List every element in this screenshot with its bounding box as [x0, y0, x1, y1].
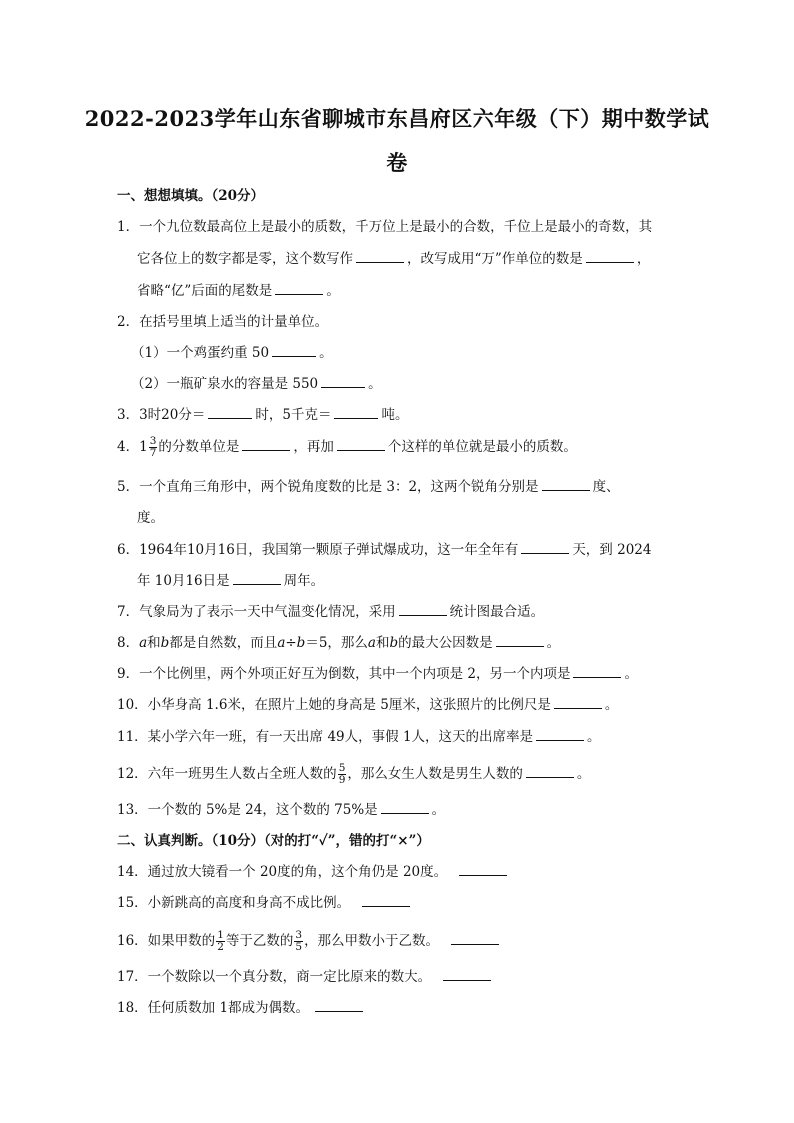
answer-blank[interactable]: [536, 728, 584, 741]
fraction-numerator: 3: [295, 929, 303, 941]
answer-blank[interactable]: [275, 282, 323, 295]
variable-b: b: [389, 635, 399, 651]
q1-line-c: [137, 281, 340, 301]
q18-text: 18．任何质数加 1都成为偶数。: [117, 1000, 310, 1016]
q2-text-p2a: （2）一瓶矿泉水的容量是 550: [131, 376, 319, 392]
fraction-denominator: 9: [338, 774, 346, 786]
variable-a: a: [367, 635, 376, 651]
answer-blank[interactable]: [315, 999, 363, 1012]
q16-line: [117, 930, 502, 953]
q8-text-a: 8．: [117, 635, 140, 651]
q6-line-a: [117, 540, 651, 560]
q5-line-a: [117, 477, 620, 497]
answer-blank[interactable]: [443, 968, 491, 981]
q12-line: [117, 763, 590, 786]
fraction: [338, 763, 347, 786]
q8-text-b: 和: [147, 635, 161, 651]
exam-title-line2: 卷: [386, 150, 408, 175]
answer-blank[interactable]: [381, 801, 429, 814]
q4-text-a: 4．1: [117, 439, 148, 455]
q6-text-a: 6．1964年10月16日，我国第一颗原子弹试爆成功，这一年全年有: [117, 542, 519, 558]
q10-text-a: 10．小华身高 1.6米，在照片上她的身高是 5厘米，这张照片的比例尺是: [117, 697, 551, 713]
answer-blank[interactable]: [496, 634, 544, 647]
variable-b: b: [160, 635, 170, 651]
section2-heading: 二、认真判断。（10分）（对的打“✓”，错的打“×”）: [117, 833, 430, 849]
answer-blank[interactable]: [542, 478, 590, 491]
q7-text-a: 7．气象局为了表示一天中气温变化情况，采用: [117, 604, 396, 620]
fraction: [149, 436, 158, 459]
q8-text-g: 和: [375, 635, 390, 651]
q3-text-a: 3．3时20分＝: [117, 407, 206, 423]
fraction-denominator: 5: [295, 941, 303, 953]
q2-text-p2b: 。: [368, 376, 382, 392]
q4-line: [117, 436, 577, 459]
q1-text-b3: ，: [636, 251, 651, 267]
fraction: [294, 930, 303, 953]
answer-blank[interactable]: [362, 894, 410, 907]
q13-text-b: 。: [431, 802, 446, 818]
fraction-numerator: 1: [217, 929, 224, 941]
fraction: [216, 930, 225, 953]
q1-text-b1: 它各位上的数字都是零，这个数写作: [137, 251, 353, 267]
q2-part2: [131, 374, 382, 394]
q14-text: 14．通过放大镜看一个 20度的角，这个角仍是 20度。: [117, 864, 448, 880]
answer-blank[interactable]: [272, 344, 316, 357]
answer-blank[interactable]: [586, 250, 634, 263]
q10-line: [117, 695, 618, 715]
q1-text-c1: 省略“亿”后面的尾数是: [137, 283, 273, 299]
q4-text-b: 的分数单位是: [158, 439, 240, 455]
fraction-denominator: 7: [149, 447, 157, 459]
fraction-numerator: 5: [338, 762, 346, 774]
q6-line-b: [137, 571, 324, 591]
q15-line: [117, 893, 413, 913]
q12-text-b: ，那么女生人数是男生人数的: [347, 766, 523, 782]
answer-blank[interactable]: [242, 438, 290, 451]
q9-line: [117, 664, 638, 684]
q2-text-p1b: 。: [319, 345, 333, 361]
q1-line-b: [137, 249, 650, 269]
q11-text-b: 。: [587, 729, 601, 745]
answer-blank[interactable]: [233, 572, 281, 585]
answer-blank[interactable]: [459, 863, 507, 876]
q5-text-b: 度、: [592, 479, 620, 495]
q1-text-b2: ，改写成用“万”作单位的数是: [407, 251, 583, 267]
q17-text: 17．一个数除以一个真分数，商一定比原来的数大。: [117, 969, 432, 985]
q4-text-c: ，再加: [293, 439, 334, 455]
q17-line: [117, 967, 494, 987]
q8-expression: a÷b: [277, 635, 306, 651]
fraction-numerator: 3: [149, 435, 157, 447]
q16-text-b: 等于乙数的: [225, 933, 294, 949]
answer-blank[interactable]: [526, 765, 574, 778]
exam-title-line1: 2022-2023学年山东省聊城市东昌府区六年级（下）期中数学试: [84, 106, 710, 131]
q1-text-c2: 。: [326, 283, 340, 299]
q12-text-a: 12．六年一班男生人数占全班人数的: [117, 766, 337, 782]
q13-text-a: 13．一个数的 5%是 24，这个数的 75%是: [117, 802, 378, 818]
answer-blank[interactable]: [208, 406, 252, 419]
q6-text-b: 天，到 2024: [572, 542, 652, 558]
fraction-denominator: 2: [217, 941, 224, 953]
q16-text-c: ，那么甲数小于乙数。: [304, 933, 440, 949]
q14-line: [117, 862, 510, 882]
answer-blank[interactable]: [573, 665, 621, 678]
q11-text-a: 11．某小学六年一班，有一天出席 49人，事假 1人，这天的出席率是: [117, 729, 534, 745]
q18-line: [117, 998, 366, 1018]
q9-text-a: 9．一个比例里，两个外项正好互为倒数，其中一个内项是 2，另一个内项是: [117, 666, 571, 682]
q3-line: [117, 405, 408, 425]
q13-line: [117, 800, 445, 820]
q3-text-b: 时，5千克＝: [255, 407, 332, 423]
q8-text-c: 都是自然数，而且: [169, 635, 278, 651]
q2-text-p1a: （1）一个鸡蛋约重 50: [131, 345, 270, 361]
q6-text-c: 年 10月16日是: [137, 573, 230, 589]
q15-text: 15．小新跳高的高度和身高不成比例。: [117, 895, 351, 911]
q7-line: [117, 602, 544, 622]
q1-line-a: 1．一个九位数最高位上是最小的质数，千万位上是最小的合数，千位上是最小的奇数，其: [117, 219, 653, 235]
q4-text-d: 个这样的单位就是最小的质数。: [387, 439, 577, 455]
q2-part1: [131, 343, 333, 363]
q5-line-b: 度。: [137, 510, 164, 526]
section1-heading: 一、想想填填。（20分）: [117, 188, 265, 204]
variable-a: a: [139, 635, 148, 651]
q8-text-e: ＝5，那么: [305, 635, 368, 651]
q2-line: 2．在括号里填上适当的计量单位。: [117, 314, 329, 330]
answer-blank[interactable]: [356, 250, 404, 263]
q8-line: [117, 633, 560, 653]
q5-text-a: 5．一个直角三角形中，两个锐角度数的比是 3：2，这两个锐角分别是: [117, 479, 539, 495]
answer-blank[interactable]: [554, 696, 602, 709]
answer-blank[interactable]: [334, 406, 378, 419]
q3-text-c: 吨。: [381, 407, 409, 423]
answer-blank[interactable]: [337, 438, 385, 451]
q9-text-b: 。: [624, 666, 638, 682]
q6-text-d: 周年。: [283, 573, 325, 589]
q7-text-b: 统计图最合适。: [449, 604, 545, 620]
answer-blank[interactable]: [321, 375, 365, 388]
answer-blank[interactable]: [451, 932, 499, 945]
answer-blank[interactable]: [521, 541, 569, 554]
answer-blank[interactable]: [399, 603, 447, 616]
q8-text-j: 。: [546, 635, 561, 651]
q11-line: [117, 727, 601, 747]
q8-text-i: 的最大公因数是: [398, 635, 493, 651]
q10-text-b: 。: [604, 697, 619, 713]
q12-text-c: 。: [576, 766, 591, 782]
q16-text-a: 16．如果甲数的: [117, 933, 216, 949]
